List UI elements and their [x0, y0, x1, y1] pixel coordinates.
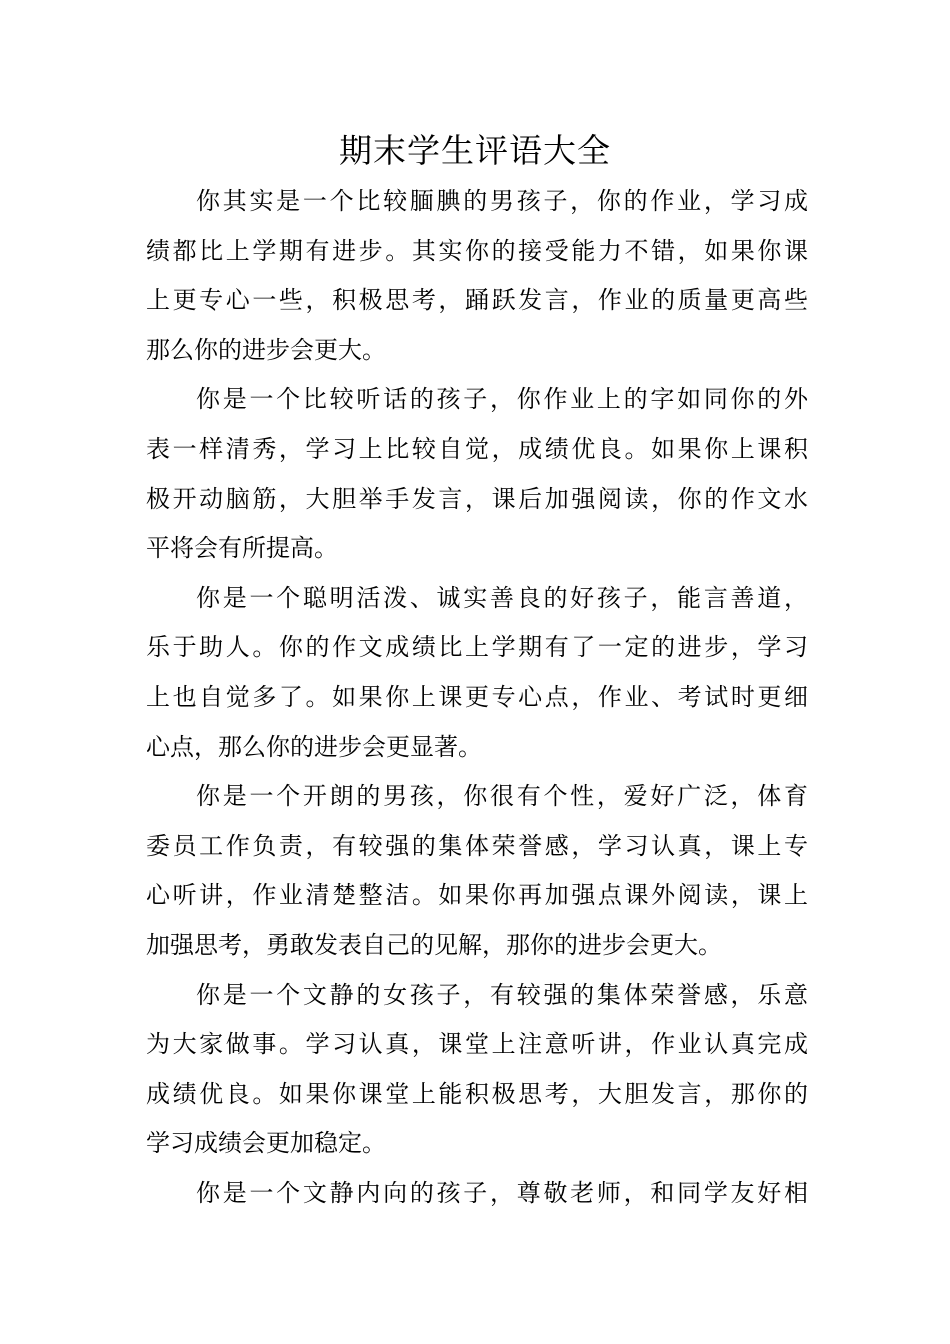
text-line: 加强思考，勇敢发表自己的见解，那你的进步会更大。: [146, 930, 722, 959]
paragraph: [146, 375, 808, 573]
document-body: [146, 177, 808, 1218]
text-line: 你是一个文静内向的孩子，尊敬老师，和同学友好相: [196, 1178, 808, 1207]
text-line: 你是一个聪明活泼、诚实善良的好孩子，能言善道，: [196, 583, 808, 612]
text-line: 极开动脑筋，大胆举手发言，课后加强阅读，你的作文水: [146, 484, 808, 513]
text-line: 平将会有所提高。: [146, 534, 338, 563]
text-line: 上更专心一些，积极思考，踊跃发言，作业的质量更高些: [146, 286, 808, 315]
text-line: 心听讲，作业清楚整洁。如果你再加强点课外阅读，课上: [146, 881, 808, 910]
paragraph: [146, 1169, 808, 1219]
document-title: 期末学生评语大全: [339, 131, 611, 170]
paragraph: [146, 574, 808, 772]
text-line: 心点，那么你的进步会更显著。: [146, 732, 482, 761]
text-line: 绩都比上学期有进步。其实你的接受能力不错，如果你课: [146, 236, 808, 265]
paragraph: [146, 971, 808, 1169]
text-line: 你是一个文静的女孩子，有较强的集体荣誉感，乐意: [196, 980, 808, 1009]
text-line: 学习成绩会更加稳定。: [146, 1129, 386, 1158]
paragraph: [146, 177, 808, 375]
text-line: 表一样清秀，学习上比较自觉，成绩优良。如果你上课积: [146, 434, 808, 463]
text-line: 你是一个开朗的男孩，你很有个性，爱好广泛，体育: [196, 782, 808, 811]
paragraph: [146, 772, 808, 970]
text-line: 成绩优良。如果你课堂上能积极思考，大胆发言，那你的: [146, 1079, 808, 1108]
text-line: 为大家做事。学习认真，课堂上注意听讲，作业认真完成: [146, 1030, 808, 1059]
text-line: 上也自觉多了。如果你上课更专心点，作业、考试时更细: [146, 682, 808, 711]
text-line: 你是一个比较听话的孩子，你作业上的字如同你的外: [196, 385, 808, 414]
text-line: 你其实是一个比较腼腆的男孩子，你的作业，学习成: [196, 187, 808, 215]
text-line: 委员工作负责，有较强的集体荣誉感，学习认真，课上专: [146, 831, 808, 860]
text-line: 那么你的进步会更大。: [146, 335, 386, 364]
text-line: 乐于助人。你的作文成绩比上学期有了一定的进步，学习: [146, 633, 808, 662]
